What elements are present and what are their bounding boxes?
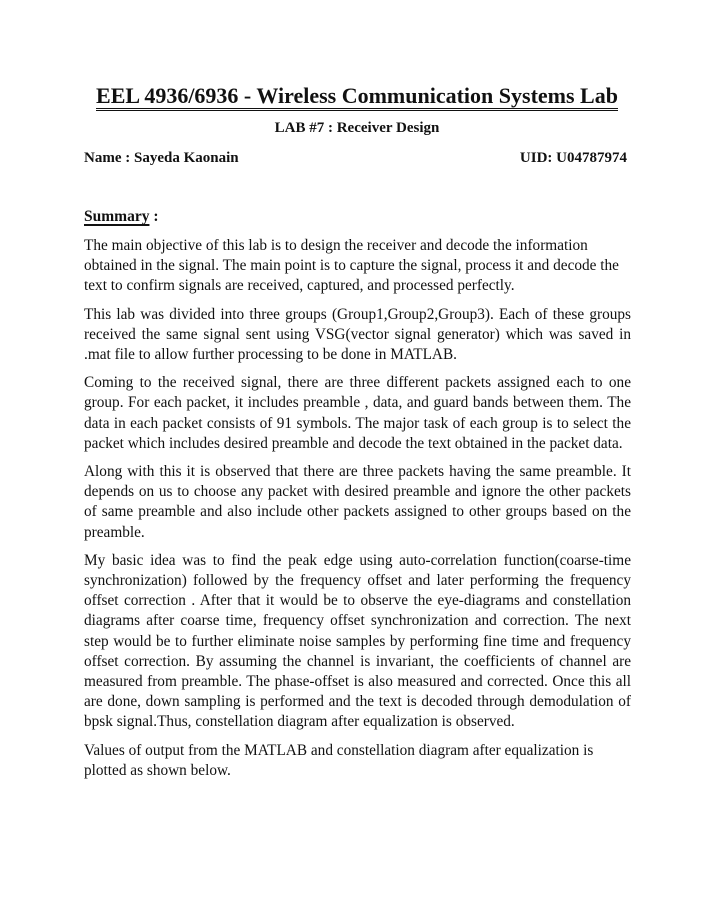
document-title [0, 83, 714, 111]
summary-heading-text: Summary [84, 208, 150, 225]
paragraph-received-signal: Coming to the received signal, there are three different packets assigned each to one group. For each packet, it includes preamble , data, and guard bands between them. The data in each packet consists of 91 symbols. The major task of each group is to select the packet which includes desired preamble and decode the text obtained in the packet data. [84, 374, 631, 452]
paragraph-objective: The main objective of this lab is to design the receiver and decode the information obtained in the signal. The main point is to capture the signal, process it and decode the text to confirm signals are received, captured, and processed perfectly. [84, 237, 619, 295]
document-title-text: EEL 4936/6936 - Wireless Communication Systems Lab [96, 84, 618, 111]
summary-heading-colon: : [149, 208, 159, 225]
paragraph-preamble: Along with this it is observed that there are three packets having the same preamble. It depends on us to choose any packet with desired preamble and ignore the other packets of same preamble and also include other packets assigned to other groups based on the preamble. [84, 463, 631, 541]
summary-heading [84, 207, 159, 227]
paragraph-approach: My basic idea was to find the peak edge using auto-correlation function(coarse-time synchronization) followed by the frequency offset and later performing the frequency offset correction . After that it would be to observe the eye-diagrams and constellation diagrams after coarse time, frequency offset synchronization and correction. The next step would be to further eliminate noise samples by performing fine time and frequency offset correction. By assuming the channel is invariant, the coefficients of channel are measured from preamble. The phase-offset is also measured and corrected. Once this all are done, down sampling is performed and the text is decoded through demodulation of bpsk signal.Thus, constellation diagram after equalization is observed. [84, 551, 631, 731]
student-name: Name : Sayeda Kaonain [84, 150, 239, 166]
student-uid: UID: U04787974 [519, 150, 627, 166]
lab-subtitle: LAB #7 : Receiver Design [274, 120, 440, 136]
summary-body [84, 236, 631, 789]
paragraph-output: Values of output from the MATLAB and constellation diagram after equalization is plotted as shown below. [84, 741, 594, 779]
paragraph-groups: This lab was divided into three groups (Group1,Group2,Group3). Each of these groups received the same signal sent using VSG(vector signal generator) which was saved in .mat file to allow further processing to be done in MATLAB. [84, 305, 631, 364]
